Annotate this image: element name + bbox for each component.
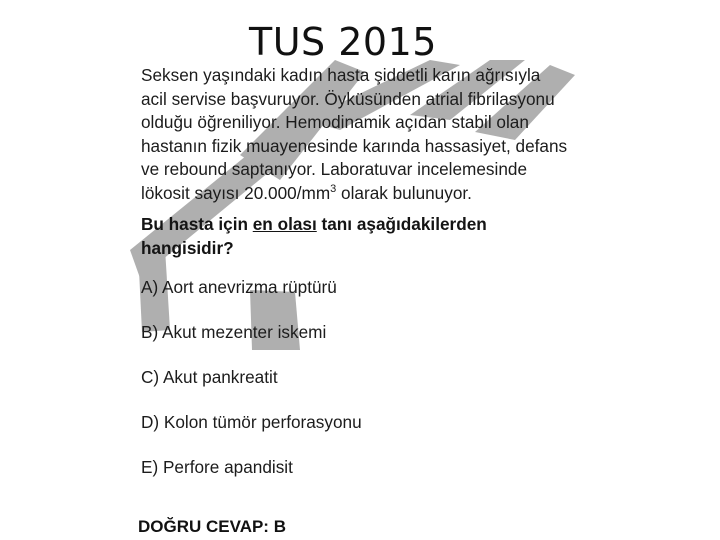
option-b[interactable]: B) Akut mezenter iskemi [141,322,327,342]
stem-line: ve rebound saptanıyor. Laboratuvar incelemesinde [141,159,528,180]
prompt-text: hangisidir? [141,237,234,258]
correct-answer: DOĞRU CEVAP: B [138,517,286,536]
prompt-text: Bu hasta için [141,214,253,234]
stem-line: acil servise başvuruyor. Öyküsünden atrial fibrilasyonu [141,88,555,109]
question-stem [141,64,611,206]
option-a[interactable]: A) Aort anevrizma rüptürü [141,277,337,297]
prompt-text: tanı aşağıdakilerden [316,214,487,234]
slide-title: TUS 2015 [249,20,437,64]
option-e[interactable]: E) Perfore apandisit [141,457,293,477]
question-prompt [141,213,611,260]
stem-text: olarak bulunuyor. [336,182,472,203]
option-c[interactable]: C) Akut pankreatit [141,367,278,387]
option-d[interactable]: D) Kolon tümör perforasyonu [141,412,362,432]
prompt-emphasis: en olası [252,214,317,234]
stem-text: lökosit sayısı 20.000/mm [141,182,331,203]
stem-line: Seksen yaşındaki kadın hasta şiddetli karın ağrısıyla [141,65,541,85]
stem-line: olduğu öğreniliyor. Hemodinamik açıdan stabil olan [141,112,529,133]
stem-line-last [141,182,611,206]
superscript: 3 [330,182,337,195]
stem-line: hastanın fizik muayenesinde karında hassasiyet, defans [141,135,568,156]
